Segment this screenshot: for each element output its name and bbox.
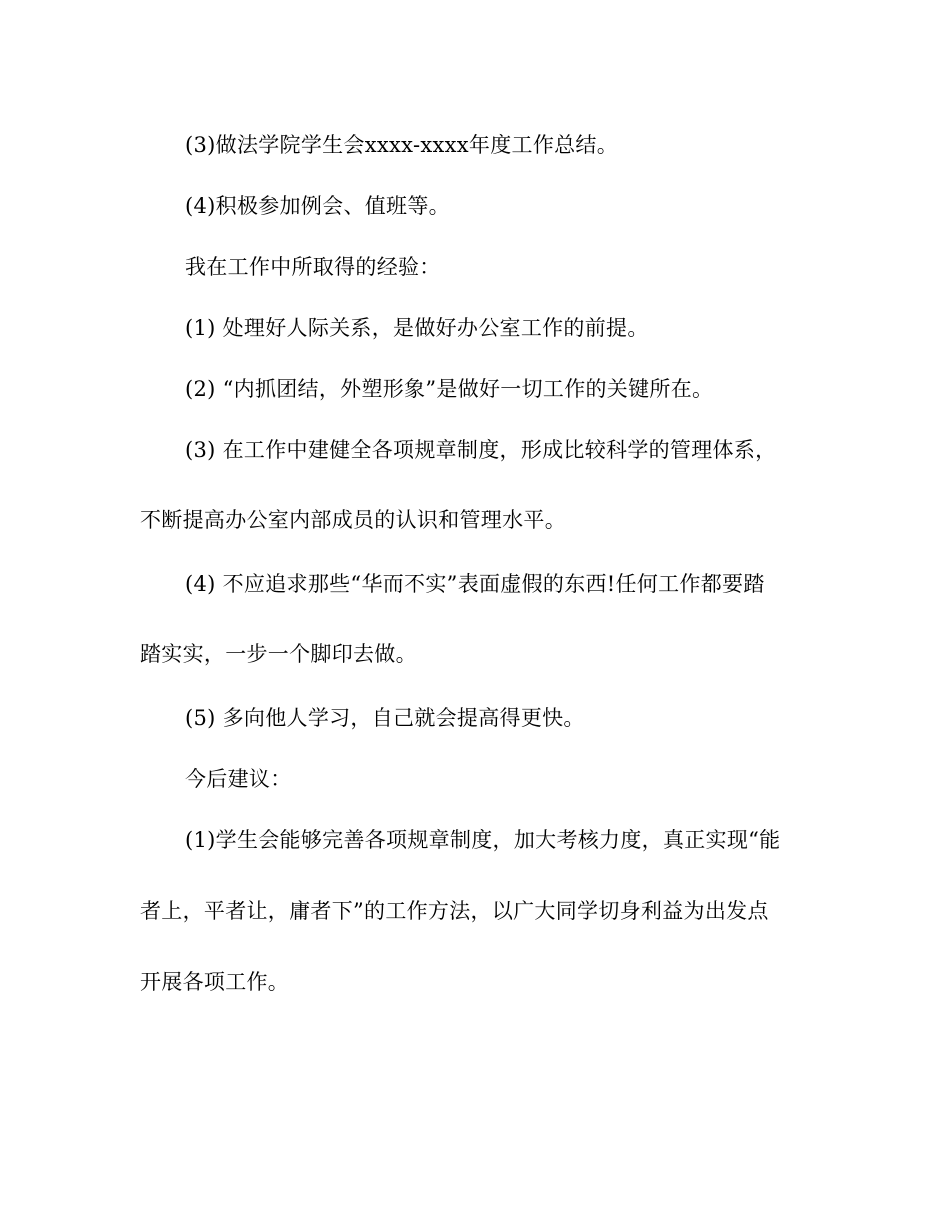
- paragraph-line: (2) “内抓团结，外塑形象”是做好一切工作的关键所在。: [185, 377, 714, 401]
- paragraph-line-continued: 踏实实，一步一个脚印去做。: [140, 642, 417, 666]
- paragraph-line-continued: 者上，平者让，庸者下”的工作方法，以广大同学切身利益为出发点: [140, 899, 769, 923]
- paragraph-line: (4)积极参加例会、值班等。: [185, 194, 450, 218]
- paragraph-line: (3)做法学院学生会xxxx-xxxx年度工作总结。: [185, 133, 619, 157]
- paragraph-line-continued: 开展各项工作。: [140, 970, 290, 994]
- paragraph-line: (5) 多向他人学习，自己就会提高得更快。: [185, 706, 585, 730]
- section-heading: 今后建议：: [185, 767, 292, 791]
- paragraph-line: (1)学生会能够完善各项规章制度，加大考核力度，真正实现“能: [185, 828, 781, 852]
- section-heading: 我在工作中所取得的经验：: [185, 255, 441, 279]
- paragraph-line: (4) 不应追求那些“华而不实”表面虚假的东西!任何工作都要踏: [185, 572, 765, 596]
- paragraph-line: (3) 在工作中建健全各项规章制度，形成比较科学的管理体系，: [185, 438, 777, 462]
- paragraph-line: (1) 处理好人际关系，是做好办公室工作的前提。: [185, 316, 649, 340]
- paragraph-line-continued: 不断提高办公室内部成员的认识和管理水平。: [140, 508, 566, 532]
